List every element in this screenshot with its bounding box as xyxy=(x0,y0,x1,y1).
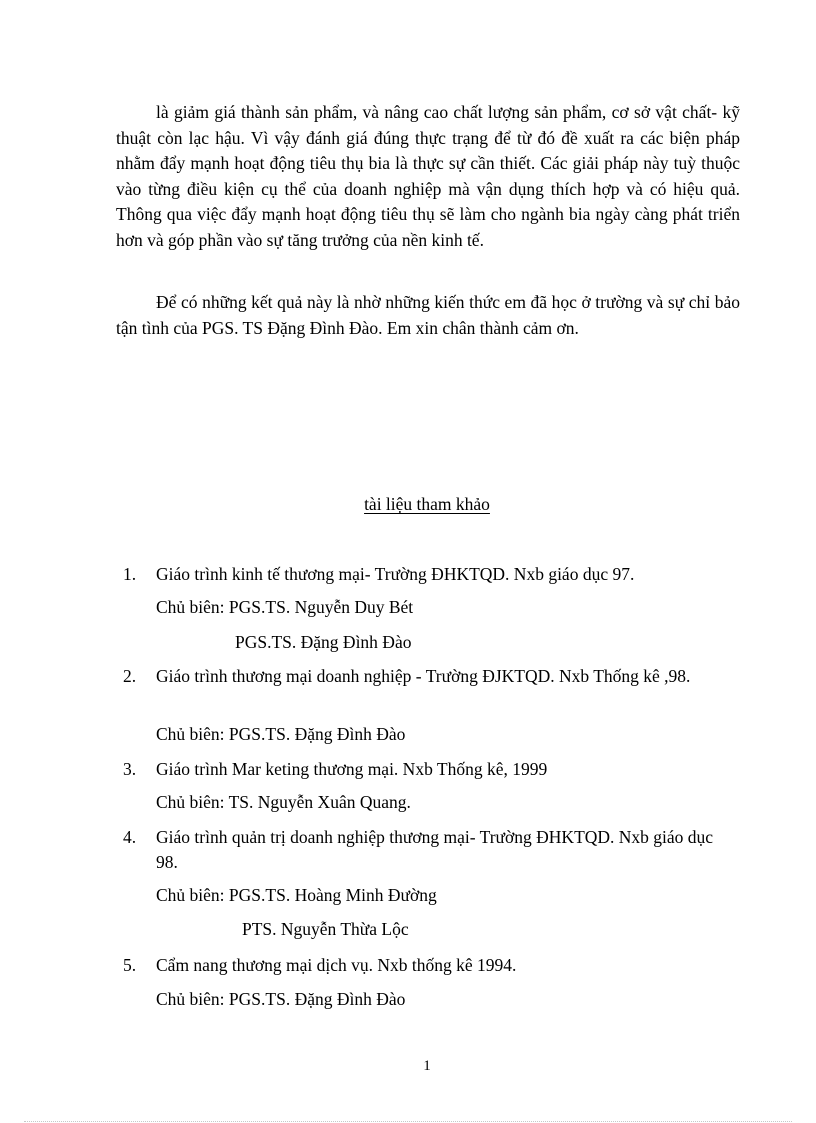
reference-co-editor: PTS. Nguyễn Thừa Lộc xyxy=(242,919,409,939)
reference-editor: Chủ biên: PGS.TS. Hoàng Minh Đường xyxy=(156,885,437,905)
reference-number: 4. xyxy=(123,827,137,847)
body-paragraph-2: Để có những kết quả này là nhờ những kiến thức em đã học ở trường và sự chỉ bảo tận tình của PGS. TS Đặng Đình Đào. Em xin chân thành cảm ơn. xyxy=(116,292,740,338)
reference-number: 2. xyxy=(123,666,137,686)
reference-editor: Chủ biên: PGS.TS. Đặng Đình Đào xyxy=(156,724,406,744)
reference-number: 5. xyxy=(123,955,137,975)
reference-title: Cẩm nang thương mại dịch vụ. Nxb thống kê 1994. xyxy=(156,955,517,975)
reference-co-editor: PGS.TS. Đặng Đình Đào xyxy=(235,632,412,652)
page-bottom-divider xyxy=(24,1121,792,1122)
reference-title: Giáo trình quản trị doanh nghiệp thương mại- Trường ĐHKTQD. Nxb giáo dục 98. xyxy=(156,827,714,872)
body-paragraph-1: là giảm giá thành sản phẩm, và nâng cao chất lượng sản phẩm, cơ sở vật chất- kỹ thuật còn lạc hậu. Vì vậy đánh giá đúng thực trạng để từ đó đề xuất ra các biện pháp nhằm đẩy mạnh hoạt động tiêu thụ bia là thực sự cần thiết. Các giải pháp này tuỳ thuộc vào từng điều kiện cụ thể của doanh nghiệp mà vận dụng thích hợp và có hiệu quả. Thông qua việc đẩy mạnh hoạt động tiêu thụ sẽ làm cho ngành bia ngày càng phát triển hơn và góp phần vào sự tăng trưởng của nền kinh tế. xyxy=(116,102,740,250)
reference-editor: Chủ biên: PGS.TS. Đặng Đình Đào xyxy=(156,989,406,1009)
page-number: 1 xyxy=(423,1058,431,1074)
references-heading: tài liệu tham khảo xyxy=(364,494,490,514)
reference-editor: Chủ biên: PGS.TS. Nguyễn Duy Bét xyxy=(156,597,414,617)
reference-title: Giáo trình thương mại doanh nghiệp - Trường ĐJKTQD. Nxb Thống kê ,98. xyxy=(156,666,691,686)
reference-title: Giáo trình kinh tế thương mại- Trường ĐHKTQD. Nxb giáo dục 97. xyxy=(156,564,635,584)
reference-number: 3. xyxy=(123,759,137,779)
reference-editor: Chủ biên: TS. Nguyễn Xuân Quang. xyxy=(156,792,411,812)
reference-title: Giáo trình Mar keting thương mại. Nxb Thống kê, 1999 xyxy=(156,759,548,779)
reference-number: 1. xyxy=(123,564,137,584)
